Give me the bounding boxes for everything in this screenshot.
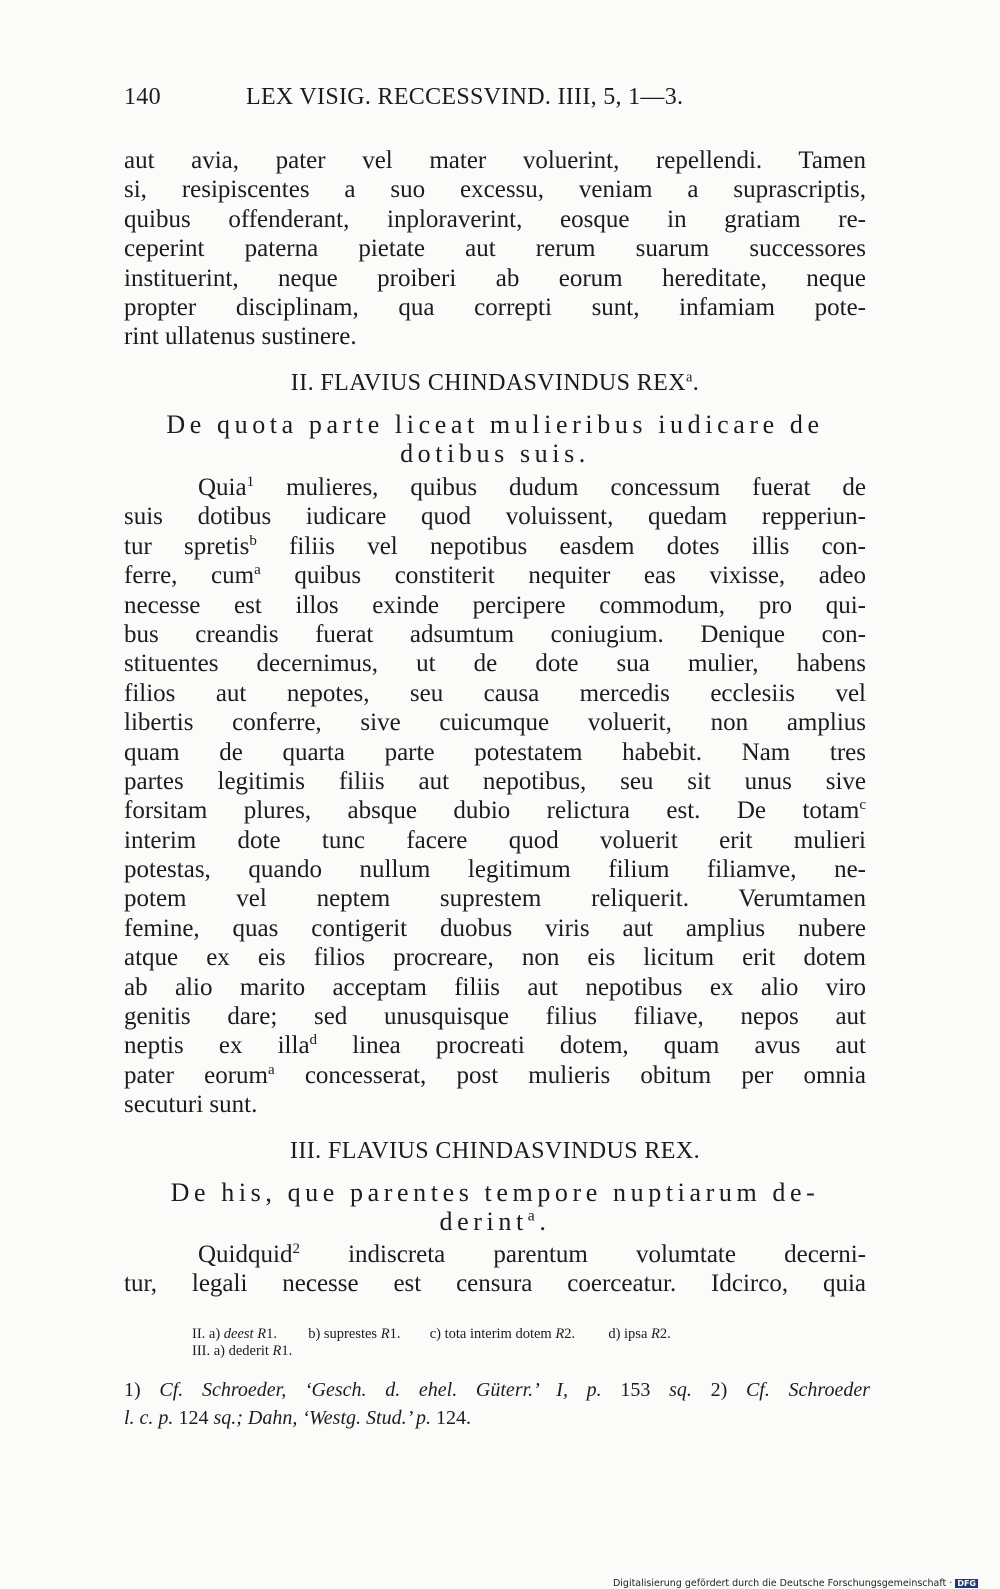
apparatus-mark: a (527, 1207, 540, 1225)
text-line: ceperint paterna pietate aut rerum suarum successores (124, 235, 866, 263)
text-line: si, resipiscentes a suo excessu, veniam a suprascriptis, (124, 176, 866, 204)
text-line: rint ullatenus sustinere. (124, 323, 357, 351)
law-title-3 (124, 1178, 866, 1236)
text-line: partes legitimis filiis aut nepotibus, seu sit unus sive (124, 767, 866, 795)
footnote-mark: 2 (292, 1241, 300, 1257)
text-line: quibus offenderant, inploraverint, eosque in gratiam re- (124, 205, 866, 233)
text-line: forsitam plures, absque dubio relictura est. De totam$^c$ (124, 797, 866, 825)
apparatus-mark: a (685, 369, 693, 386)
footnote-mark: 1 (246, 474, 255, 490)
law-title-line: De quota parte liceat mulieribus iudicare de (166, 410, 824, 439)
law-heading-2: II. FLAVIUS CHINDASVINDUS REX$^a$. (290, 369, 700, 396)
text-line: secuturi sunt. (124, 1091, 258, 1119)
digitization-credit (613, 1578, 978, 1589)
text-line: aut avia, pater vel mater voluerint, repellendi. Tamen (124, 147, 866, 174)
page-number: 140 (124, 84, 161, 110)
text-line: ab alio marito acceptam filiis aut nepotibus ex alio viro (124, 973, 866, 1001)
law-heading-3: III. FLAVIUS CHINDASVINDUS REX. (290, 1138, 700, 1164)
text-line: instituerint, neque proiberi ab eorum hereditate, neque (124, 264, 866, 292)
apparatus-mark: a (254, 562, 261, 579)
law-title-line: dotibus suis. (400, 439, 590, 468)
footnote-line: l. c. p. 124 sq.; Dahn, ‘Westg. Stud.’ p. 124. (124, 1407, 472, 1429)
paragraph-1 (124, 146, 866, 352)
text-line: filios aut nepotes, seu causa mercedis ecclesiis vel (124, 679, 866, 707)
text-line: femine, quas contigerit duobus viris aut amplius nubere (124, 914, 866, 942)
apparatus-mark: c (859, 797, 866, 814)
law-title-2 (124, 410, 866, 468)
text-line: bus creandis fuerat adsumtum coniugium. Denique con- (124, 620, 866, 648)
apparatus-row: III. a) dederit R1. (192, 1343, 293, 1359)
text-line: interim dote tunc facere quod voluerit erit mulieri (124, 826, 866, 854)
text-line: potem vel neptem suprestem reliquerit. Verumtamen (124, 885, 866, 913)
apparatus-row: II. a) deest R1. b) suprestes R1. c) tota interim dotem R2. d) ipsa R2. (192, 1326, 671, 1342)
text-line: suis dotibus iudicare quod voluissent, quedam repperiun- (124, 503, 866, 531)
law-text-3 (124, 1240, 866, 1299)
text-line: genitis dare; sed unusquisque filius filiave, nepos aut (124, 1003, 866, 1031)
running-title: LEX VISIG. RECCESSVIND. IIII, 5, 1—3. (246, 84, 684, 110)
text-line: ferre, cum$^a$ quibus constiterit nequiter eas vixisse, adeo (124, 562, 866, 590)
law-title-line: De his, que parentes tempore nuptiarum de- (170, 1178, 820, 1207)
text-line: libertis conferre, sive cuicumque voluerit, non amplius (124, 709, 866, 737)
law-title-line: derint$^a$. (439, 1207, 551, 1236)
text-line: quam de quarta parte potestatem habebit. Nam tres (124, 738, 866, 766)
footnote-line: 1) Cf. Schroeder, ‘Gesch. d. ehel. Güterr.’ I, p. 153 sq. 2) Cf. Schroeder (124, 1379, 870, 1401)
apparatus-mark: d (309, 1032, 318, 1049)
text-line: Quia$^1$ mulieres, quibus dudum concessum fuerat de (198, 474, 866, 501)
text-line: necesse est illos exinde percipere commodum, pro qui- (124, 591, 866, 619)
text-line: propter disciplinam, qua correpti sunt, infamiam pote- (124, 293, 866, 321)
text-line: stituentes decernimus, ut de dote sua mulier, habens (124, 650, 866, 678)
text-line: atque ex eis filios procreare, non eis licitum erit dotem (124, 944, 866, 972)
text-line: tur, legali necesse est censura coerceatur. Idcirco, quia (124, 1270, 866, 1298)
footnotes (124, 1376, 870, 1432)
text-line: potestas, quando nullum legitimum filium filiamve, ne- (124, 856, 866, 884)
apparatus-mark: a (268, 1061, 275, 1078)
text-line: tur spretis$^b$ filiis vel nepotibus easdem dotes illis con- (124, 532, 867, 560)
law-text-2 (124, 473, 866, 1120)
text-line: neptis ex illa$^d$ linea procreati dotem, quam avus aut (124, 1032, 866, 1060)
law-heading-text: II. FLAVIUS CHINDASVINDUS REX (290, 370, 686, 396)
text-line: Quidquid$^2$ indiscreta parentum volumtate decerni- (198, 1241, 866, 1268)
credit-text: Digitalisierung gefördert durch die Deutsche Forschungsgemeinschaft · (612, 1578, 953, 1589)
dfg-logo: DFG (957, 1579, 976, 1588)
apparatus-mark: b (249, 532, 257, 549)
critical-apparatus (192, 1326, 872, 1360)
text-line: pater eorum$^a$ concesserat, post mulieris obitum per omnia (124, 1061, 866, 1089)
